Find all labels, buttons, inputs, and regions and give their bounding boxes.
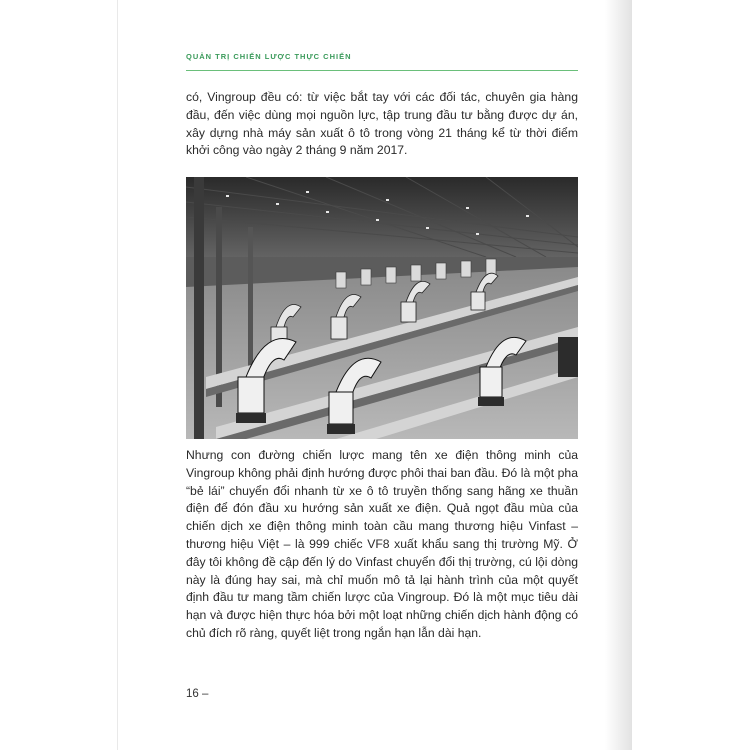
background-right	[632, 0, 750, 750]
running-header: QUẢN TRỊ CHIẾN LƯỢC THỰC CHIẾN	[186, 52, 352, 61]
header-rule	[186, 70, 578, 71]
paragraph-2: Nhưng con đường chiến lược mang tên xe điện thông minh của Vingroup không phải định hướng được phôi thai ban đầu. Đó là một pha “bẻ lái” chuyển đổi nhanh từ xe ô tô truyền thống sang hãng xe thuần điện để đón đầu xu hướng sản xuất xe điện. Quả ngọt đầu mùa của chiến dịch xe điện thông minh toàn cầu mang thương hiệu Vinfast – thương hiệu Việt – là 999 chiếc VF8 xuất khẩu sang thị trường Mỹ. Ở đây tôi không đề cập đến lý do Vinfast chuyển đổi thị trường, cú lội dòng này là đúng hay sai, mà chỉ muốn mô tả lại hành trình của một quyết định đầu tư mang tầm chiến lược của Vingroup. Đó là một mục tiêu dài hạn và được hiện thực hóa bởi một loạt những chiến dịch hành động có chủ đích rõ ràng, quyết liệt trong ngắn hạn lẫn dài hạn.	[186, 448, 578, 640]
paragraph-1: có, Vingroup đều có: từ việc bắt tay với các đối tác, chuyên gia hàng đầu, đến việc dùng mọi nguồn lực, tập trung đầu tư bằng được dự án, xây dựng nhà máy sản xuất ô tô trong vòng 21 tháng kể từ thời điểm khởi công vào ngày 2 tháng 9 năm 2017.	[186, 90, 578, 158]
factory-robots-photo	[186, 177, 578, 439]
page-number: 16 –	[186, 688, 209, 700]
